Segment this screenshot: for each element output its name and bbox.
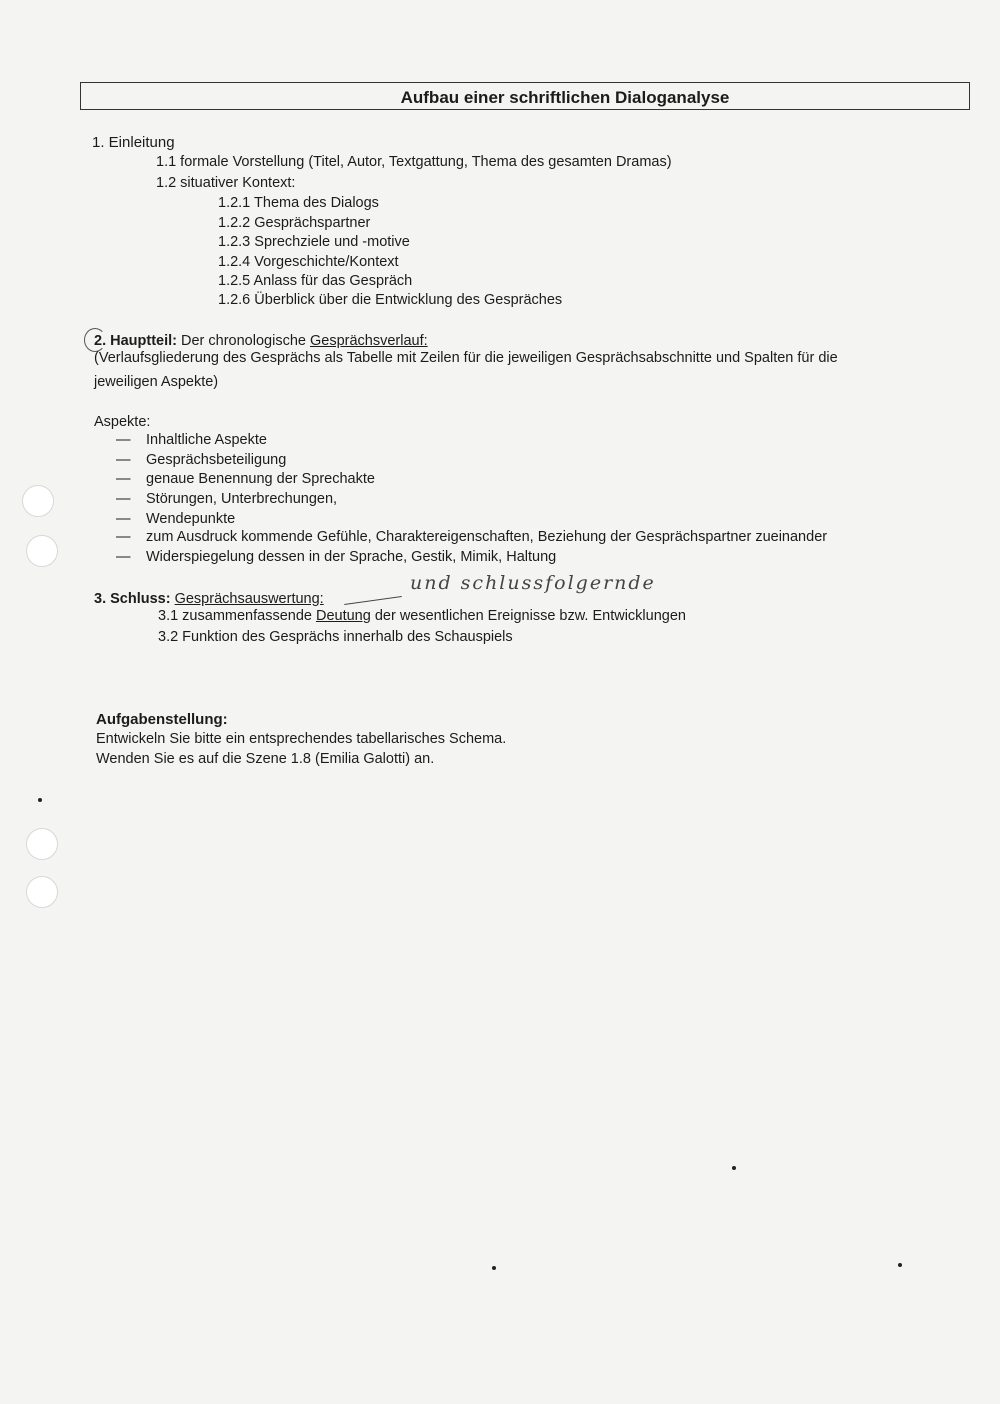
aspects-label: Aspekte: (94, 414, 151, 430)
aspect-item (116, 511, 235, 527)
hauptteil-desc: jeweiligen Aspekte) (94, 374, 219, 390)
einleitung-item: 1.2 situativer Kontext: (156, 175, 296, 191)
aspect-item (116, 452, 286, 468)
schluss-heading: 3. Schluss: (94, 591, 171, 607)
title-box (80, 82, 970, 110)
handwritten-stroke (344, 596, 402, 605)
dash: — (116, 491, 131, 507)
aspect-text: Störungen, Unterbrechungen, (146, 491, 338, 507)
aspect-item (116, 529, 827, 545)
dash: — (116, 549, 131, 565)
einleitung-subitem: 1.2.3 Sprechziele und -motive (218, 234, 410, 250)
einleitung-item: 1.1 formale Vorstellung (Titel, Autor, Textgattung, Thema des gesamten Dramas) (156, 154, 672, 170)
einleitung-heading: 1. Einleitung (92, 134, 175, 151)
aufgabe-heading: Aufgabenstellung: (96, 711, 228, 728)
page-title: Aufbau einer schriftlichen Dialoganalyse (400, 88, 730, 107)
handwritten-note: und schlussfolgernde (410, 572, 656, 594)
hauptteil-underlined: Gesprächsverlauf: (309, 333, 428, 349)
dash: — (116, 529, 131, 545)
aspect-text: Inhaltliche Aspekte (146, 432, 267, 448)
punch-hole (26, 535, 58, 567)
schluss-item-underlined: Deutung (315, 608, 371, 624)
einleitung-subitem: 1.2.5 Anlass für das Gespräch (218, 273, 413, 289)
hauptteil-heading-line (94, 333, 428, 349)
einleitung-subitem: 1.2.1 Thema des Dialogs (218, 195, 379, 211)
aspect-item (116, 549, 556, 565)
aspect-text: Gesprächsbeteiligung (146, 452, 287, 468)
schluss-item: 3.2 Funktion des Gesprächs innerhalb des Schauspiels (158, 629, 513, 645)
hauptteil-heading: 2. Hauptteil: (94, 333, 177, 349)
aspect-text: zum Ausdruck kommende Gefühle, Charaktereigenschaften, Beziehung der Gesprächspartner zueinander (146, 529, 828, 545)
dash: — (116, 511, 131, 527)
aspect-item (116, 432, 267, 448)
aspect-text: genaue Benennung der Sprechakte (146, 471, 375, 487)
aufgabe-text: Entwickeln Sie bitte ein entsprechendes tabellarisches Schema. (96, 731, 507, 747)
aspect-item (116, 471, 375, 487)
aspect-item (116, 491, 337, 507)
einleitung-subitem: 1.2.4 Vorgeschichte/Kontext (218, 254, 399, 270)
aspect-text: Widerspiegelung dessen in der Sprache, Gestik, Mimik, Haltung (146, 549, 557, 565)
schluss-underlined: Gesprächsauswertung: (174, 591, 324, 607)
schluss-item-prefix: 3.1 zusammenfassende (158, 608, 312, 624)
einleitung-subitem: 1.2.6 Überblick über die Entwicklung des Gespräches (218, 292, 563, 308)
dash: — (116, 452, 131, 468)
punch-hole (26, 876, 58, 908)
dash: — (116, 471, 131, 487)
hauptteil-desc: (Verlaufsgliederung des Gesprächs als Tabelle mit Zeilen für die jeweiligen Gesprächsabschnitte und Spalten für die (94, 350, 838, 366)
scan-speck (492, 1266, 496, 1270)
punch-hole (22, 485, 54, 517)
punch-hole (26, 828, 58, 860)
schluss-heading-line (94, 591, 324, 607)
scan-speck (898, 1263, 902, 1267)
aufgabe-text: Wenden Sie es auf die Szene 1.8 (Emilia Galotti) an. (96, 751, 435, 767)
aspect-text: Wendepunkte (146, 511, 236, 527)
einleitung-subitem: 1.2.2 Gesprächspartner (218, 215, 371, 231)
dash: — (116, 432, 131, 448)
schluss-item (158, 608, 686, 624)
schluss-item-suffix: der wesentlichen Ereignisse bzw. Entwicklungen (374, 608, 686, 624)
scan-speck (732, 1166, 736, 1170)
scan-speck (38, 798, 42, 802)
hauptteil-intro: Der chronologische (181, 333, 306, 349)
